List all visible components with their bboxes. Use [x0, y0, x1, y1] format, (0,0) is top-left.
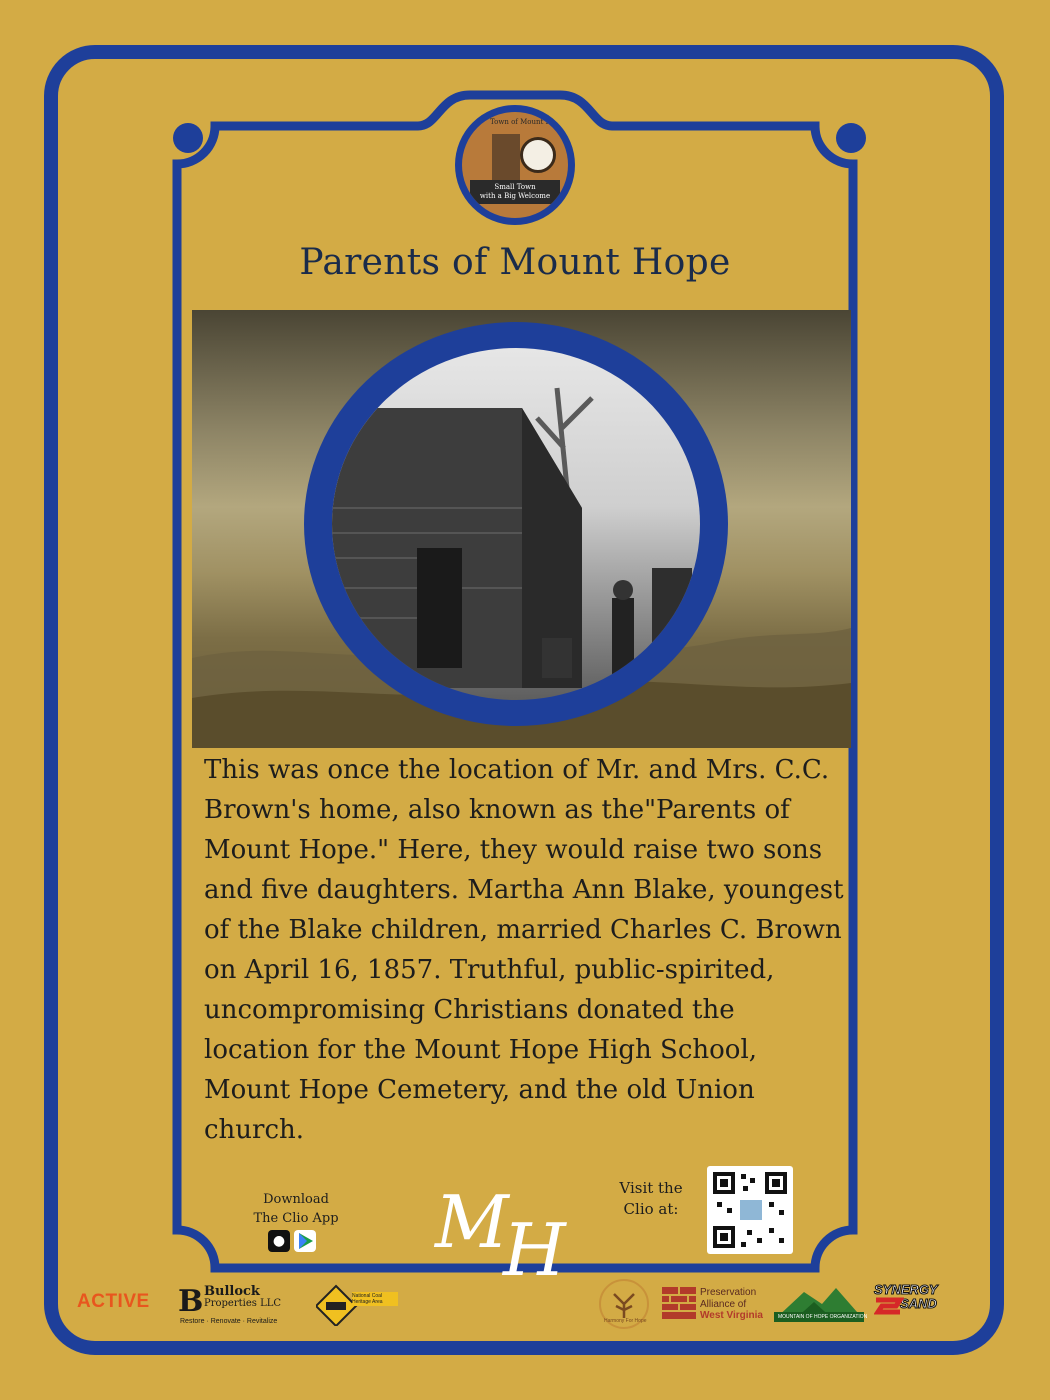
synergy-line1: SYNERGY: [874, 1282, 938, 1297]
mountain-text: MOUNTAIN OF HOPE ORGANIZATION: [778, 1314, 868, 1320]
seal-ring-text: Town of Mount Hope: [490, 118, 565, 126]
google-play-icon[interactable]: [294, 1230, 316, 1252]
seal-ribbon-line1: Small Town: [494, 183, 536, 191]
body-text: This was once the location of Mr. and Mrs. C.C. Brown's home, also known as the"Parents of Mount Hope." Here, they would raise two sons and five daughters. Martha Ann Blake, youngest of the Blake children, married Charles C. Brown on April 16, 1857. Truthful, public-spirited, uncompromising Christians donated the location for the Mount Hope High School, Mount Hope Cemetery, and the old Union church.: [204, 755, 844, 1145]
seal-ribbon: [470, 180, 560, 204]
visit-line2: Clio at:: [623, 1200, 679, 1218]
active-sponsor-logo: [77, 1291, 150, 1313]
page-title: Parents of Mount Hope: [299, 242, 731, 283]
seal-ribbon-line2: with a Big Welcome: [479, 192, 551, 200]
clio-download-line2: The Clio App: [253, 1211, 339, 1226]
synergy-line2: SAND: [900, 1296, 937, 1311]
pawv-line1: Preservation: [700, 1287, 757, 1298]
monogram-h: H: [503, 1208, 566, 1285]
qr-code[interactable]: [707, 1166, 793, 1254]
clio-download-text: [240, 1190, 352, 1228]
clock-icon: [520, 137, 556, 173]
harmony-text: Harmony For Hope: [604, 1318, 647, 1324]
clock-tower-icon: [492, 134, 520, 182]
coal-heritage-logo: [316, 1284, 398, 1331]
town-seal-logo: [455, 105, 575, 225]
log-cabin-photo: [332, 348, 700, 700]
pawv-line2: Alliance of: [700, 1299, 747, 1310]
bullock-name: Bullock: [204, 1284, 260, 1299]
harmony-for-hope-logo: [598, 1278, 650, 1335]
apple-app-store-icon[interactable]: ●: [268, 1230, 290, 1252]
mountain-of-hope-logo: [774, 1280, 868, 1327]
mh-monogram-logo: [425, 1175, 585, 1285]
visit-clio-text: [613, 1178, 689, 1220]
monogram-m: M: [435, 1180, 509, 1264]
visit-line1: Visit the: [619, 1179, 683, 1197]
pawv-line3: West Virginia: [700, 1310, 763, 1321]
bullock-tagline: Restore · Renovate · Revitalize: [180, 1318, 278, 1325]
coal-heritage-text: National Coal Heritage Area: [352, 1293, 383, 1305]
clio-download-line1: Download: [263, 1192, 329, 1207]
bullock-sub: Properties LLC: [204, 1298, 282, 1309]
active-logo-text: ACTIVE: [77, 1291, 150, 1312]
